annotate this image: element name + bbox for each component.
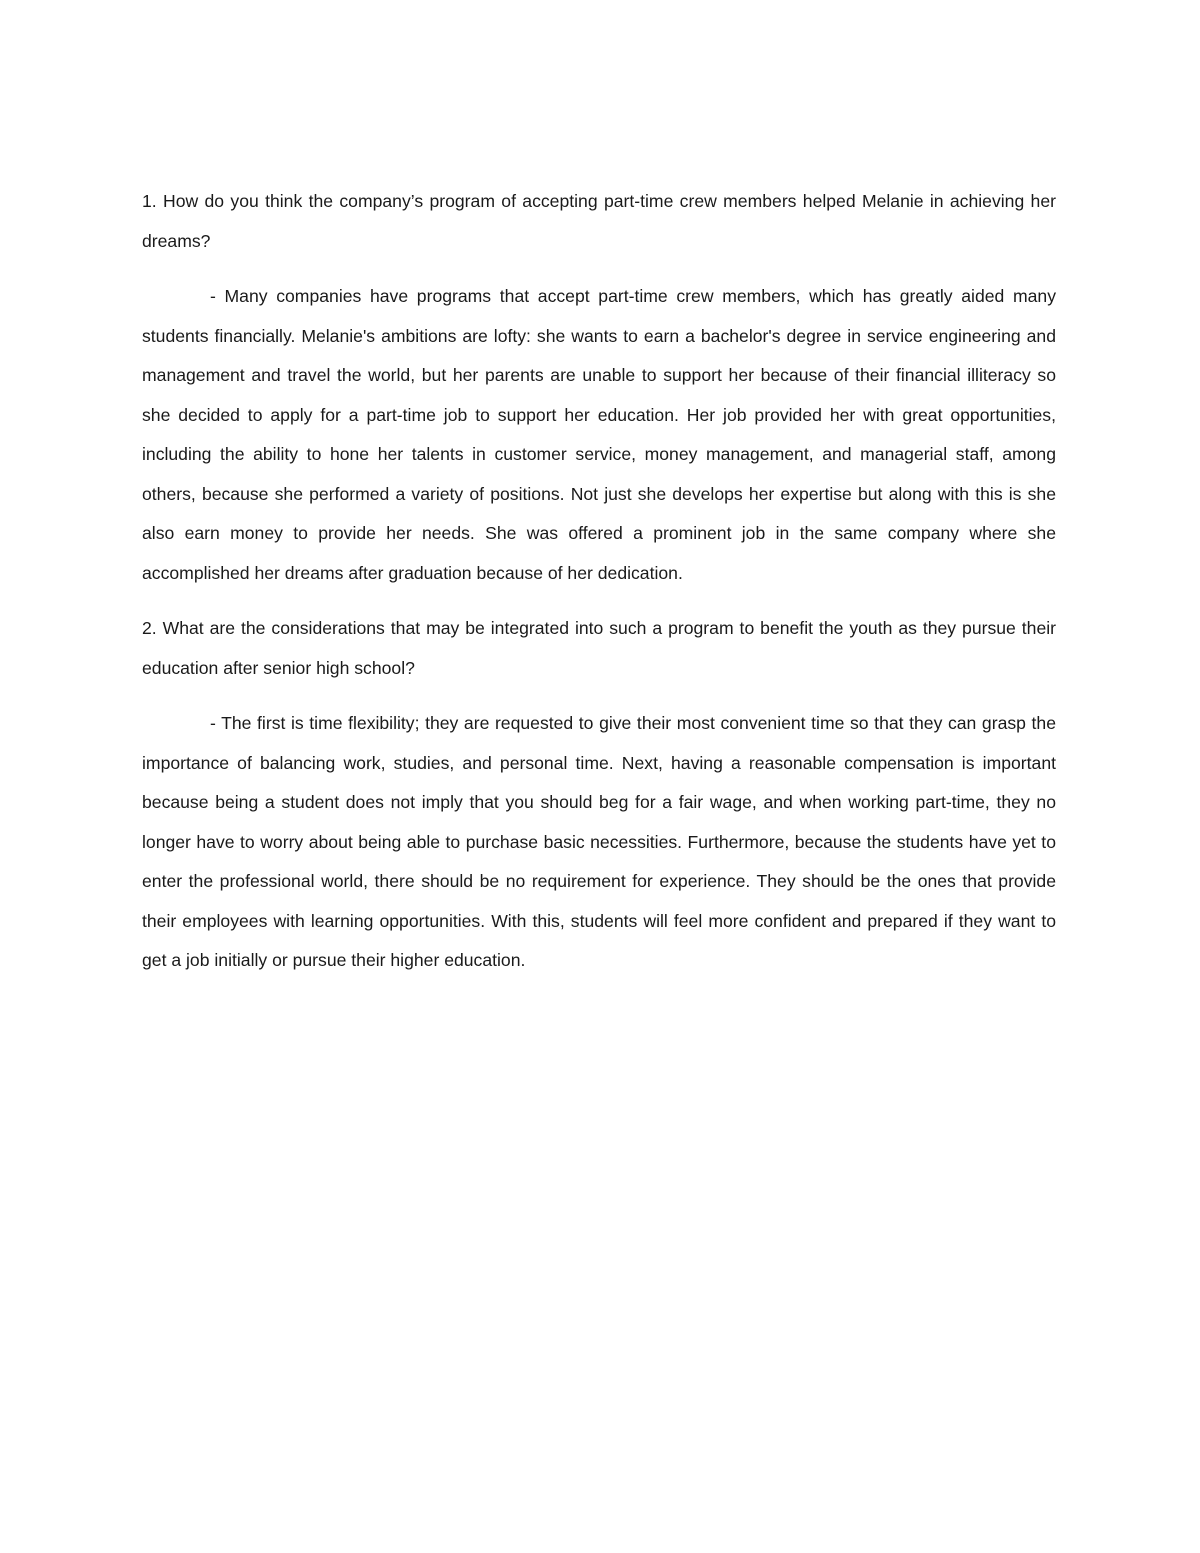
- question-1: 1. How do you think the company’s program of accepting part-time crew members helped Melanie in achieving her dreams?: [142, 191, 1056, 251]
- answer-2: - The first is time flexibility; they are requested to give their most convenient time so that they can grasp the importance of balancing work, studies, and personal time. Next, having a reasonable compensation is important because being a student does not imply that you should beg for a fair wage, and when working part-time, they no longer have to worry about being able to purchase basic necessities. Furthermore, because the students have yet to enter the professional world, there should be no requirement for experience. They should be the ones that provide their employees with learning opportunities. With this, students will feel more confident and prepared if they want to get a job initially or pursue their higher education.: [142, 713, 1056, 970]
- question-2: 2. What are the considerations that may be integrated into such a program to benefit the youth as they pursue their education after senior high school?: [142, 618, 1056, 678]
- answer-1: - Many companies have programs that accept part-time crew members, which has greatly aided many students financially. Melanie's ambitions are lofty: she wants to earn a bachelor's degree in service engineering and management and travel the world, but her parents are unable to support her because of their financial illiteracy so she decided to apply for a part-time job to support her education. Her job provided her with great opportunities, including the ability to hone her talents in customer service, money management, and managerial staff, among others, because she performed a variety of positions. Not just she develops her expertise but along with this is she also earn money to provide her needs. She was offered a prominent job in the same company where she accomplished her dreams after graduation because of her dedication.: [142, 286, 1056, 583]
- document-body: [142, 182, 1056, 997]
